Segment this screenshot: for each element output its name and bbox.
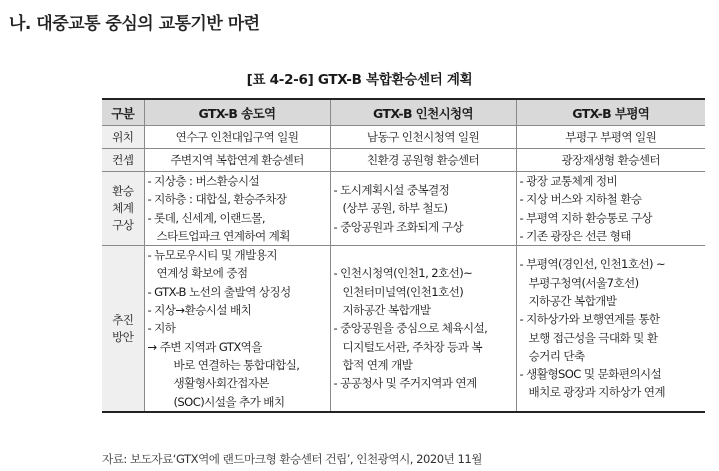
list-item: 생활형사회간접자본 — [173, 376, 269, 391]
concept-incheon-cityhall: 친환경 공원형 환승센터 — [330, 149, 516, 172]
list-item: (SOC)시설을 추가 배치 — [173, 394, 285, 409]
list-item: - 공공청사 및 주거지역과 연계 — [333, 376, 477, 391]
row-label-concept: 컨셉 — [102, 149, 144, 172]
list-item: 바로 연결하는 통합대합실, — [173, 357, 300, 372]
row-transfer-plan — [102, 172, 705, 246]
progress-incheon-cityhall — [330, 246, 516, 412]
list-item: - 지상 버스와 지하철 환승 — [519, 192, 642, 207]
row-label-progress-plan: 추진 방안 — [102, 246, 144, 412]
list-item: 지하공간 복합개발 — [528, 293, 617, 308]
list-item: - 롯데, 신세계, 이랜드몰, — [147, 210, 265, 225]
row-location — [102, 126, 705, 149]
list-item: - 생활형SOC 및 문화편의시설 — [519, 367, 662, 382]
list-item: - 지상층 : 버스환승시설 — [147, 174, 260, 188]
list-item: - 중앙공원과 조화되게 구상 — [333, 219, 463, 234]
progress-bupyeong — [516, 246, 705, 412]
transfer-bupyeong — [516, 172, 705, 246]
list-item: 스타트업파크 연계하여 계획 — [156, 228, 290, 243]
header-bupyeong: GTX-B 부평역 — [516, 99, 705, 126]
concept-songdo: 주변지역 복합연계 환승센터 — [144, 149, 330, 172]
list-item: - 도시계획시설 중복결정 — [333, 183, 450, 198]
header-incheon-cityhall: GTX-B 인천시청역 — [330, 99, 516, 126]
list-item: - 인천시청역(인천1, 2호선)~ — [333, 266, 473, 281]
progress-songdo — [144, 246, 330, 412]
header-songdo: GTX-B 송도역 — [144, 99, 330, 126]
list-item: - 지하상가와 보행연계를 통한 — [519, 312, 660, 327]
list-item: - 중앙공원을 중심으로 체육시설, — [333, 321, 488, 336]
list-item: 승거리 단축 — [528, 348, 585, 363]
header-category: 구분 — [102, 99, 144, 126]
table-header-row — [102, 99, 705, 126]
list-item: - 지하 — [147, 321, 176, 336]
list-item: - 광장 교통체계 정비 — [519, 174, 618, 188]
section-heading: 나. 대중교통 중심의 교통기반 마련 — [9, 14, 260, 34]
row-progress-plan — [102, 246, 705, 412]
row-concept — [102, 149, 705, 172]
list-item: 합적 연계 개발 — [342, 357, 413, 372]
list-item: → 주변 지역과 GTX역을 — [147, 339, 262, 354]
location-incheon-cityhall: 남동구 인천시청역 일원 — [330, 126, 516, 149]
list-item: 연계성 확보에 중점 — [156, 266, 248, 281]
row-label-transfer-plan: 환승 체계 구상 — [102, 172, 144, 246]
table-caption: [표 4-2-6] GTX-B 복합환승센터 계획 — [246, 72, 473, 88]
list-item: - 부평역 지하 환승통로 구상 — [519, 210, 653, 225]
transfer-incheon-cityhall — [330, 172, 516, 246]
list-item: 지하공간 복합개발 — [342, 303, 431, 318]
list-item: 부평구청역(서울7호선) — [528, 275, 639, 290]
location-songdo: 연수구 인천대입구역 일원 — [144, 126, 330, 149]
source-note: 자료: 보도자료‘GTX역에 랜드마크형 환승센터 건립’, 인천광역시, 2020년 11월 — [102, 452, 482, 466]
list-item: - GTX-B 노선의 출발역 상징성 — [147, 284, 291, 299]
transfer-songdo — [144, 172, 330, 246]
row-label-location: 위치 — [102, 126, 144, 149]
list-item: - 부평역(경인선, 인천1호선) ~ — [519, 257, 666, 272]
list-item: (상부 공원, 하부 철도) — [342, 201, 448, 216]
location-bupyeong: 부평구 부평역 일원 — [516, 126, 705, 149]
concept-bupyeong: 광장재생형 환승센터 — [516, 149, 705, 172]
list-item: 디지털도서관, 주차장 등과 복 — [342, 339, 483, 354]
list-item: 보행 접근성을 극대화 및 환 — [528, 330, 658, 345]
list-item: - 뉴모로우시티 및 개발용지 — [147, 248, 277, 263]
list-item: 배치로 광장과 지하상가 연계 — [528, 385, 665, 400]
list-item: - 지상→환승시설 배치 — [147, 303, 252, 318]
list-item: 인천터미널역(인천1호선) — [342, 284, 464, 299]
list-item: - 기존 광장은 선큰 형태 — [519, 228, 631, 243]
list-item: - 지하층 : 대합실, 환승주차장 — [147, 192, 287, 207]
gtx-b-transfer-center-table — [102, 98, 705, 413]
